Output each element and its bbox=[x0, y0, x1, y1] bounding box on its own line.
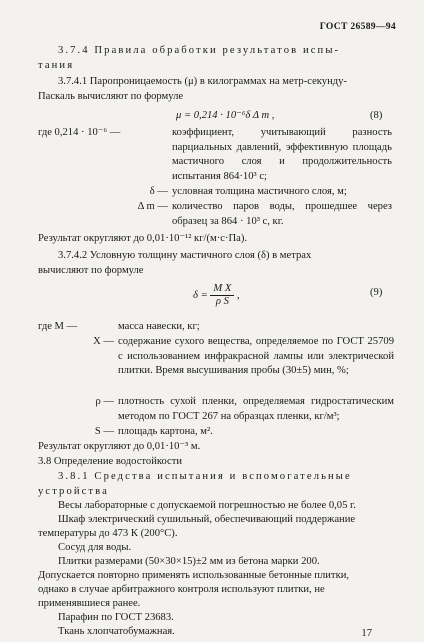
where-label-1: где 0,214 · 10⁻⁶ — bbox=[38, 127, 121, 138]
para-tiles-cont-1: Допускается повторно применять использованные бетонные плитки, bbox=[38, 570, 350, 581]
where-label-2: где M — bbox=[38, 321, 78, 332]
equation-9-comma: , bbox=[237, 289, 240, 301]
symbol-delta-m: Δ m — bbox=[137, 201, 168, 212]
section-3-7-4-title: 3.7.4 Правила обработки результатов испы- bbox=[58, 45, 341, 56]
definition-rho: плотность сухой пленки, определяемая гидростатическим методом по ГОСТ 267 на образцах пленки, кг/м³; bbox=[118, 396, 394, 422]
section-3-8-1-title: 3.8.1 Средства испытания и вспомогательные bbox=[58, 471, 352, 482]
equation-9 bbox=[193, 283, 240, 308]
para-tiles: Плитки размерами (50×30×15)±2 мм из бетона марки 200. bbox=[58, 556, 320, 567]
result-rounding-2: Результат округляют до 0,01·10⁻³ м. bbox=[38, 441, 201, 452]
para-water-vessel: Сосуд для воды. bbox=[58, 542, 132, 553]
para-scales: Весы лабораторные с допускаемой погрешностью не более 0,05 г. bbox=[58, 500, 356, 511]
para-tiles-cont-3: применявшиеся ранее. bbox=[38, 598, 141, 609]
definition-coefficient: коэффициент, учитывающий разность парциальных давлений, эффективную площадь мастичного слоя и продолжительность испытания 864·10³ с; bbox=[172, 127, 392, 182]
para-paraffin: Парафин по ГОСТ 23683. bbox=[58, 612, 174, 623]
equation-9-number: (9) bbox=[370, 287, 383, 298]
definition-S: площадь картона, м². bbox=[118, 426, 213, 437]
symbol-delta: δ — bbox=[149, 186, 168, 197]
definition-X: содержание сухого вещества, определяемое по ГОСТ 25709 с использованием инфракрасной лампы или электрической плитки. Время высушивания пробы (30±5) мин, %; bbox=[118, 336, 394, 377]
result-rounding-1: Результат округляют до 0,01·10⁻¹² кг/(м·с·Па). bbox=[38, 233, 248, 244]
symbol-X: X — bbox=[93, 336, 114, 347]
definition-delta-m: количество паров воды, прошедшее через образец за 864 · 10³ с, кг. bbox=[172, 201, 392, 227]
equation-8-number: (8) bbox=[370, 110, 383, 121]
para-fabric: Ткань хлопчатобумажная. bbox=[58, 626, 175, 637]
para-3-7-4-1: 3.7.4.1 Паропроницаемость (μ) в килограммах на метр-секунду- bbox=[58, 76, 347, 87]
definition-delta: условная толщина мастичного слоя, м; bbox=[172, 186, 347, 197]
document-header: ГОСТ 26589—94 bbox=[319, 21, 396, 32]
page-number: 17 bbox=[361, 628, 372, 639]
definition-M: масса навески, кг; bbox=[118, 321, 200, 332]
para-3-7-4-1-cont: Паскаль вычисляют по формуле bbox=[38, 91, 184, 102]
para-drying-oven-cont: температуры до 473 К (200°С). bbox=[38, 528, 178, 539]
para-tiles-cont-2: однако в случае арбитражного контроля используют плитки, не bbox=[38, 584, 325, 595]
para-drying-oven: Шкаф электрический сушильный, обеспечивающий поддержание bbox=[58, 514, 356, 525]
para-3-7-4-2: 3.7.4.2 Условную толщину мастичного слоя (δ) в метрах bbox=[58, 250, 312, 261]
symbol-rho: ρ — bbox=[95, 396, 114, 407]
para-3-7-4-2-cont: вычисляют по формуле bbox=[38, 265, 144, 276]
section-3-7-4-title-cont: тания bbox=[38, 60, 75, 71]
equation-9-fraction bbox=[210, 283, 234, 308]
section-3-8-1-title-cont: устройства bbox=[38, 486, 109, 497]
equation-8: μ = 0,214 · 10⁻⁶δ Δ m , bbox=[176, 110, 275, 121]
equation-9-lhs: δ = bbox=[193, 289, 208, 301]
section-3-8-title: 3.8 Определение водостойкости bbox=[38, 456, 183, 467]
equation-9-numerator: M X bbox=[210, 283, 234, 296]
symbol-S: S — bbox=[94, 426, 114, 437]
equation-9-denominator: ρ S bbox=[215, 296, 229, 307]
